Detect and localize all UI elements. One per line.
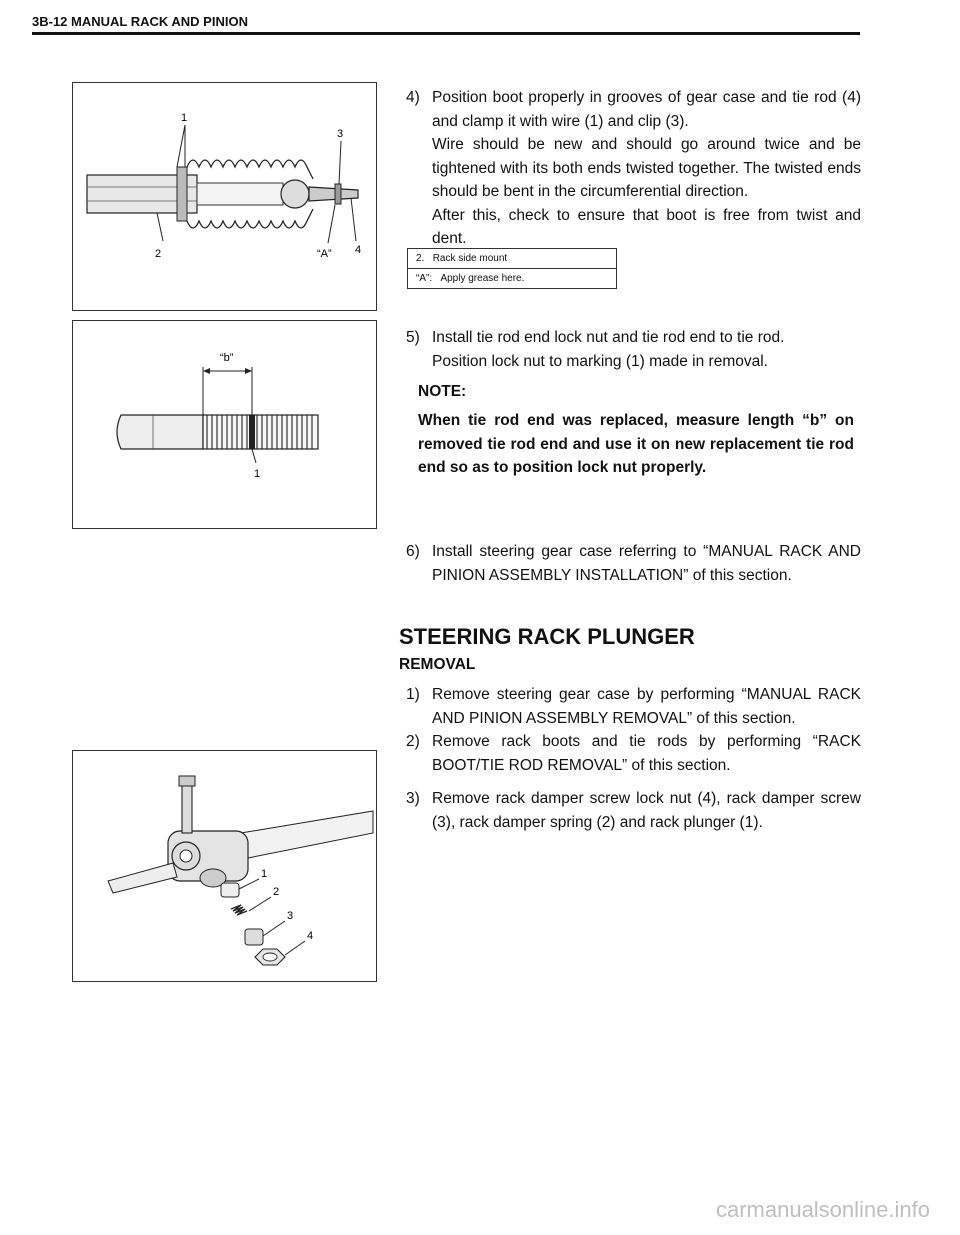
note-text: When tie rod end was replaced, measure length “b” on removed tie rod end and use it on new replacement tie rod end so as to position lock nut properly. [418,412,854,476]
step-number: 6) [406,543,420,560]
step-number: 4) [406,89,420,106]
step-6 [406,540,861,587]
watermark: carmanualsonline.info [715,1197,930,1222]
lock-nut-part [255,949,285,965]
callout-4: 4 [307,930,314,942]
legend-text: Apply grease here. [440,273,525,284]
step-number: 2) [406,733,420,750]
callout-1: 1 [261,868,268,880]
step-6-text: Install steering gear case referring to “MANUAL RACK AND PINION ASSEMBLY INSTALLATION” of this section. [432,543,861,584]
rack-plunger-part [221,883,239,897]
callout-1: 1 [254,468,261,480]
removal-step [406,787,861,834]
legend-text: Rack side mount [432,253,508,264]
step-4-line-3: After this, check to ensure that boot is free from twist and dent. [432,206,861,247]
section-title: STEERING RACK PLUNGER [399,624,695,649]
note-block [418,383,854,480]
section-subtitle: REMOVAL [399,656,476,673]
step-number: 5) [406,329,420,346]
boot-clamp-diagram [73,83,376,310]
header-rule [32,32,860,35]
removal-step [406,683,861,730]
step-5-line-2: Position lock nut to marking (1) made in removal. [432,352,768,370]
step-4-line-2: Wire should be new and should go around twice and be tightened with its both ends twisted together. The twisted ends should be bent in the circumferential direction. [432,136,861,200]
step-number: 1) [406,686,420,703]
legend-row [408,249,617,269]
step-number: 3) [406,790,420,807]
removal-step-text: Remove rack boots and tie rods by performing “RACK BOOT/TIE ROD REMOVAL” of this section. [432,733,861,774]
damper-spring-part [231,905,247,915]
figure-tie-rod-length [72,320,377,529]
callout-2: 2 [273,886,280,898]
damper-screw-part [245,929,263,945]
legend-cell [408,269,617,289]
callout-a: “A” [317,248,332,260]
callout-3: 3 [337,128,344,140]
legend-cell [408,249,617,269]
step-5-line-1: Install tie rod end lock nut and tie rod end to tie rod. [432,329,785,346]
figure-boot-clamp [72,82,377,311]
step-4-line-1: Position boot properly in grooves of gear case and tie rod (4) and clamp it with wire (1) and clip (3). [432,89,861,130]
figure-rack-plunger [72,750,377,982]
legend-row [408,269,617,289]
page-header-title: 3B-12 MANUAL RACK AND PINION [32,14,248,29]
removal-step [406,730,861,777]
tie-rod-length-diagram [73,321,376,528]
legend-table [407,248,617,289]
rack-plunger-diagram [73,751,376,981]
removal-step-text: Remove steering gear case by performing “MANUAL RACK AND PINION ASSEMBLY REMOVAL” of this section. [432,686,861,727]
legend-key: “A”: [416,273,433,284]
removal-step-text: Remove rack damper screw lock nut (4), rack damper screw (3), rack damper spring (2) and rack plunger (1). [432,790,861,831]
callout-3: 3 [287,910,294,922]
callout-4: 4 [355,244,362,256]
callout-1: 1 [181,112,188,124]
removal-steps-list [406,683,861,834]
note-label: NOTE: [418,383,467,400]
callout-2: 2 [155,248,162,260]
step-5 [406,326,861,373]
callout-b: “b” [220,352,234,364]
legend-key: 2. [416,253,425,264]
step-4 [406,86,861,251]
